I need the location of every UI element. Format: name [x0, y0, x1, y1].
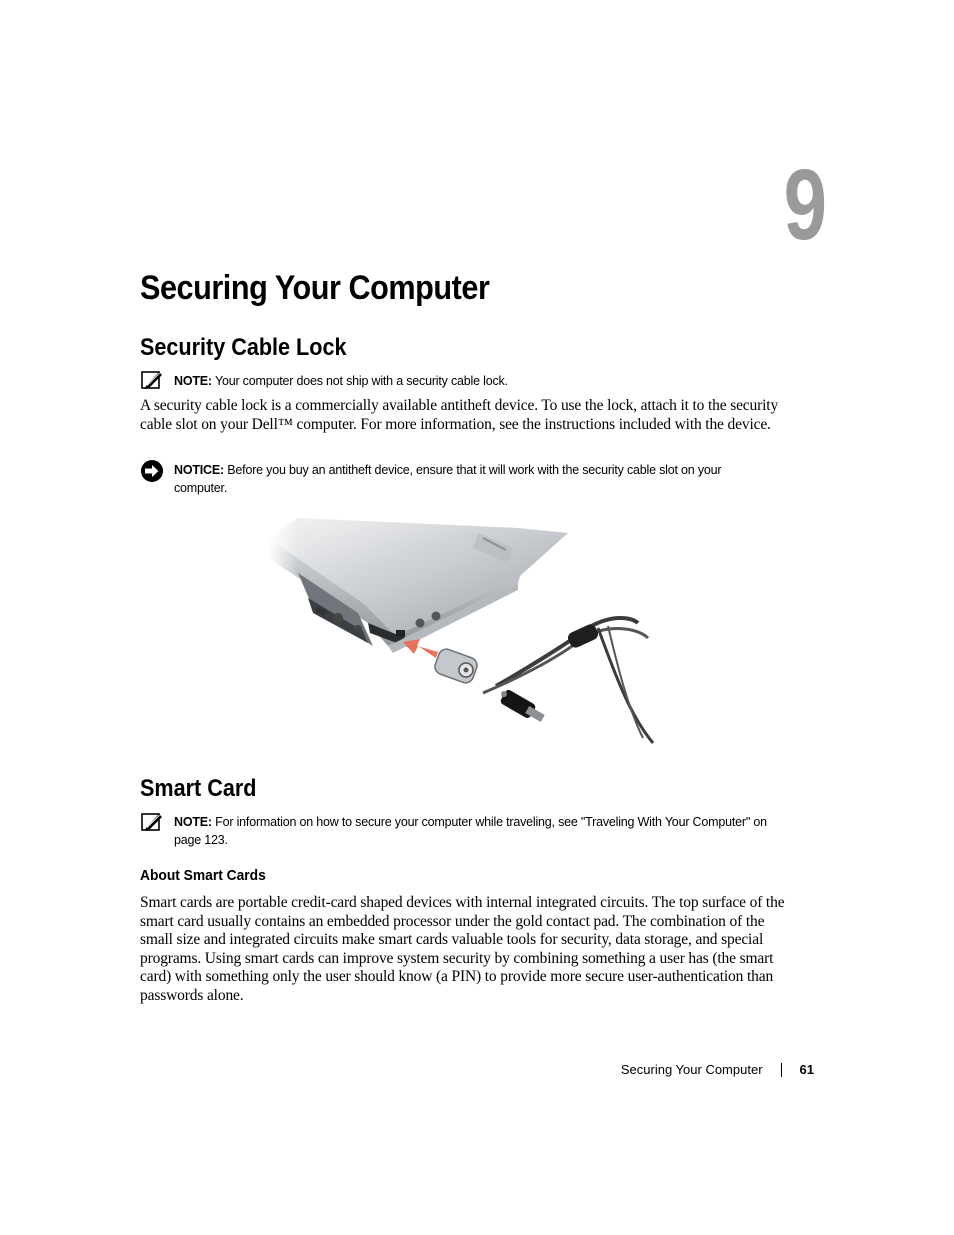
security-cable-lock-heading: Security Cable Lock [140, 334, 347, 361]
note-body: For information on how to secure your computer while traveling, see "Traveling With Your Computer" on page 123. [174, 815, 767, 847]
footer-section-title: Securing Your Computer [620, 1062, 763, 1077]
notice-arrow-icon [140, 459, 166, 483]
smart-cards-paragraph: Smart cards are portable credit-card shaped devices with internal integrated circuits. The top surface of the smart card usually contains an embedded processor under the gold contact pad. The combination of the small size and integrated circuits make smart cards valuable tools for security, data storage, and special programs. Using smart cards can improve system security by combining something a user has (the smart card) with something only the user should know (a PIN) to provide more secure user-authentication than passwords alone. [140, 894, 785, 1004]
security-cable-lock-illustration [268, 518, 668, 750]
note-icon [140, 811, 164, 833]
about-smart-cards-heading: About Smart Cards [140, 867, 266, 884]
note-label: NOTE: [174, 815, 212, 829]
note-label: NOTE: [174, 374, 212, 388]
footer-divider [781, 1063, 782, 1077]
notice-body: Before you buy an antitheft device, ensure that it will work with the security cable slot on your computer. [174, 463, 722, 495]
chapter-title: Securing Your Computer [140, 269, 490, 307]
note-traveling [174, 813, 794, 849]
security-cable-paragraph: A security cable lock is a commercially available antitheft device. To use the lock, attach it to the security cable slot on your Dell™ computer. For more information, see the instructions included with the device. [140, 397, 779, 433]
notice-label: NOTICE: [174, 463, 224, 477]
note-body: Your computer does not ship with a security cable lock. [214, 374, 508, 388]
notice-antitheft [174, 461, 774, 497]
chapter-number: 9 [783, 149, 827, 261]
note-icon [140, 369, 164, 391]
smart-card-heading: Smart Card [140, 775, 257, 802]
page-number: 61 [799, 1062, 814, 1077]
page-footer [621, 1060, 814, 1080]
note-security-cable [174, 372, 814, 390]
